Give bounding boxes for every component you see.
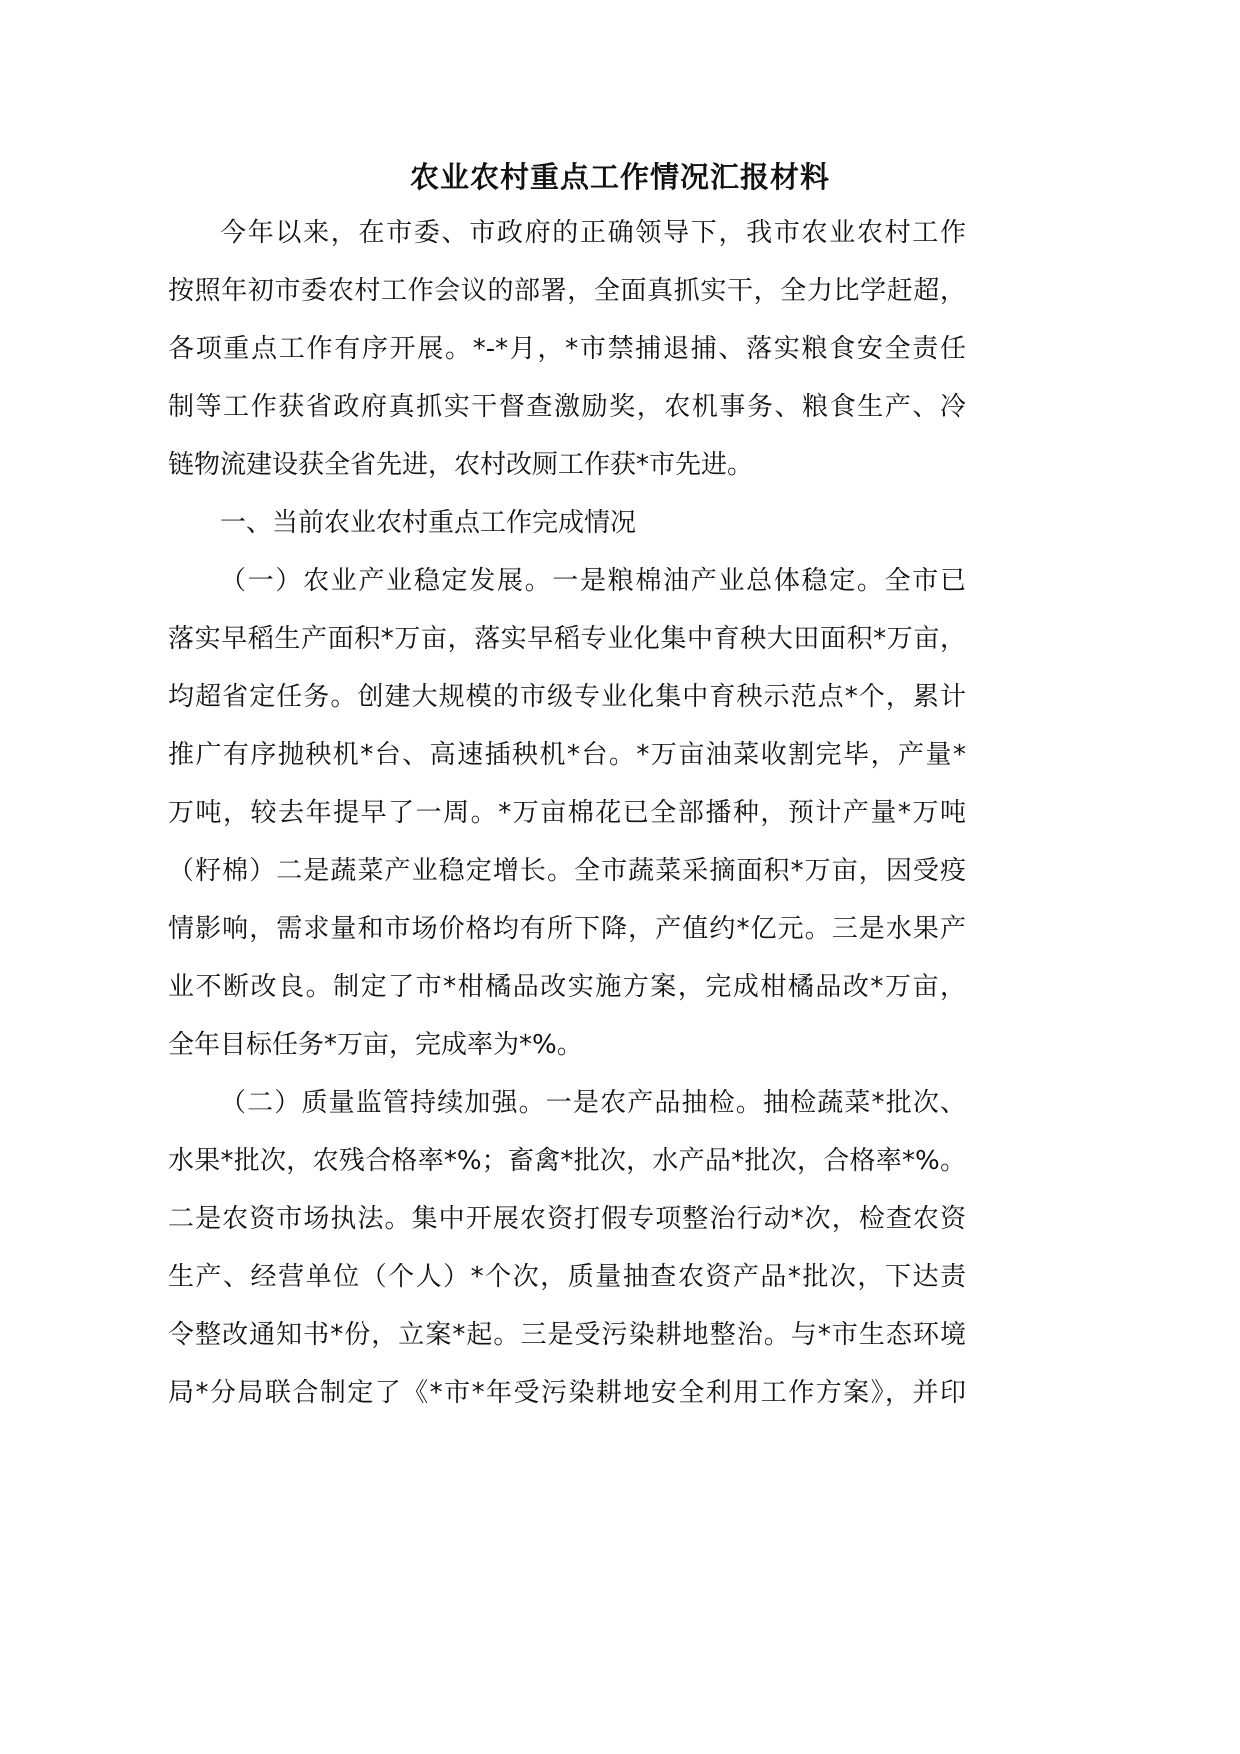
text-line: 令整改通知书*份，立案*起。三是受污染耕地整治。与*市生态环境 <box>168 1320 966 1350</box>
text-line: 制等工作获省政府真抓实干督查激励奖，农机事务、粮食生产、冷 <box>168 392 966 422</box>
paragraph <box>168 1074 966 1422</box>
text-line: 各项重点工作有序开展。*-*月，*市禁捕退捕、落实粮食安全责任 <box>168 334 966 364</box>
text-line: 万吨，较去年提早了一周。*万亩棉花已全部播种，预计产量*万吨 <box>168 798 966 828</box>
text-line: 生产、经营单位（个人）*个次，质量抽查农资产品*批次，下达责 <box>168 1262 966 1292</box>
paragraph <box>168 552 966 1074</box>
text-line: 落实早稻生产面积*万亩，落实早稻专业化集中育秧大田面积*万亩， <box>168 624 966 654</box>
text-line: 业不断改良。制定了市*柑橘品改实施方案，完成柑橘品改*万亩， <box>168 972 966 1002</box>
document-title: 农业农村重点工作情况汇报材料 <box>409 160 830 194</box>
text-line: 二是农资市场执法。集中开展农资打假专项整治行动*次，检查农资 <box>168 1204 966 1234</box>
text-line: 一、当前农业农村重点工作完成情况 <box>220 508 637 538</box>
text-line: 水果*批次，农残合格率*%；畜禽*批次，水产品*批次，合格率*%。 <box>168 1146 966 1176</box>
document-body <box>168 204 966 1422</box>
text-line: 均超省定任务。创建大规模的市级专业化集中育秧示范点*个，累计 <box>168 682 966 712</box>
text-line: 全年目标任务*万亩，完成率为*%。 <box>168 1030 583 1060</box>
text-line: （籽棉）二是蔬菜产业稳定增长。全市蔬菜采摘面积*万亩，因受疫 <box>168 856 966 886</box>
text-line: 推广有序抛秧机*台、高速插秧机*台。*万亩油菜收割完毕，产量* <box>168 740 966 770</box>
text-line: 按照年初市委农村工作会议的部署，全面真抓实干，全力比学赶超， <box>168 276 966 306</box>
text-line: 局*分局联合制定了《*市*年受污染耕地安全利用工作方案》，并印 <box>168 1378 966 1408</box>
text-line: （二）质量监管持续加强。一是农产品抽检。抽检蔬菜*批次、 <box>220 1088 966 1118</box>
paragraph <box>168 204 966 494</box>
text-line: 链物流建设获全省先进，农村改厕工作获*市先进。 <box>168 450 754 480</box>
paragraph <box>168 494 966 552</box>
text-line: （一）农业产业稳定发展。一是粮棉油产业总体稳定。全市已 <box>220 566 966 596</box>
text-line: 今年以来，在市委、市政府的正确领导下，我市农业农村工作 <box>220 218 966 248</box>
text-line: 情影响，需求量和市场价格均有所下降，产值约*亿元。三是水果产 <box>168 914 966 944</box>
